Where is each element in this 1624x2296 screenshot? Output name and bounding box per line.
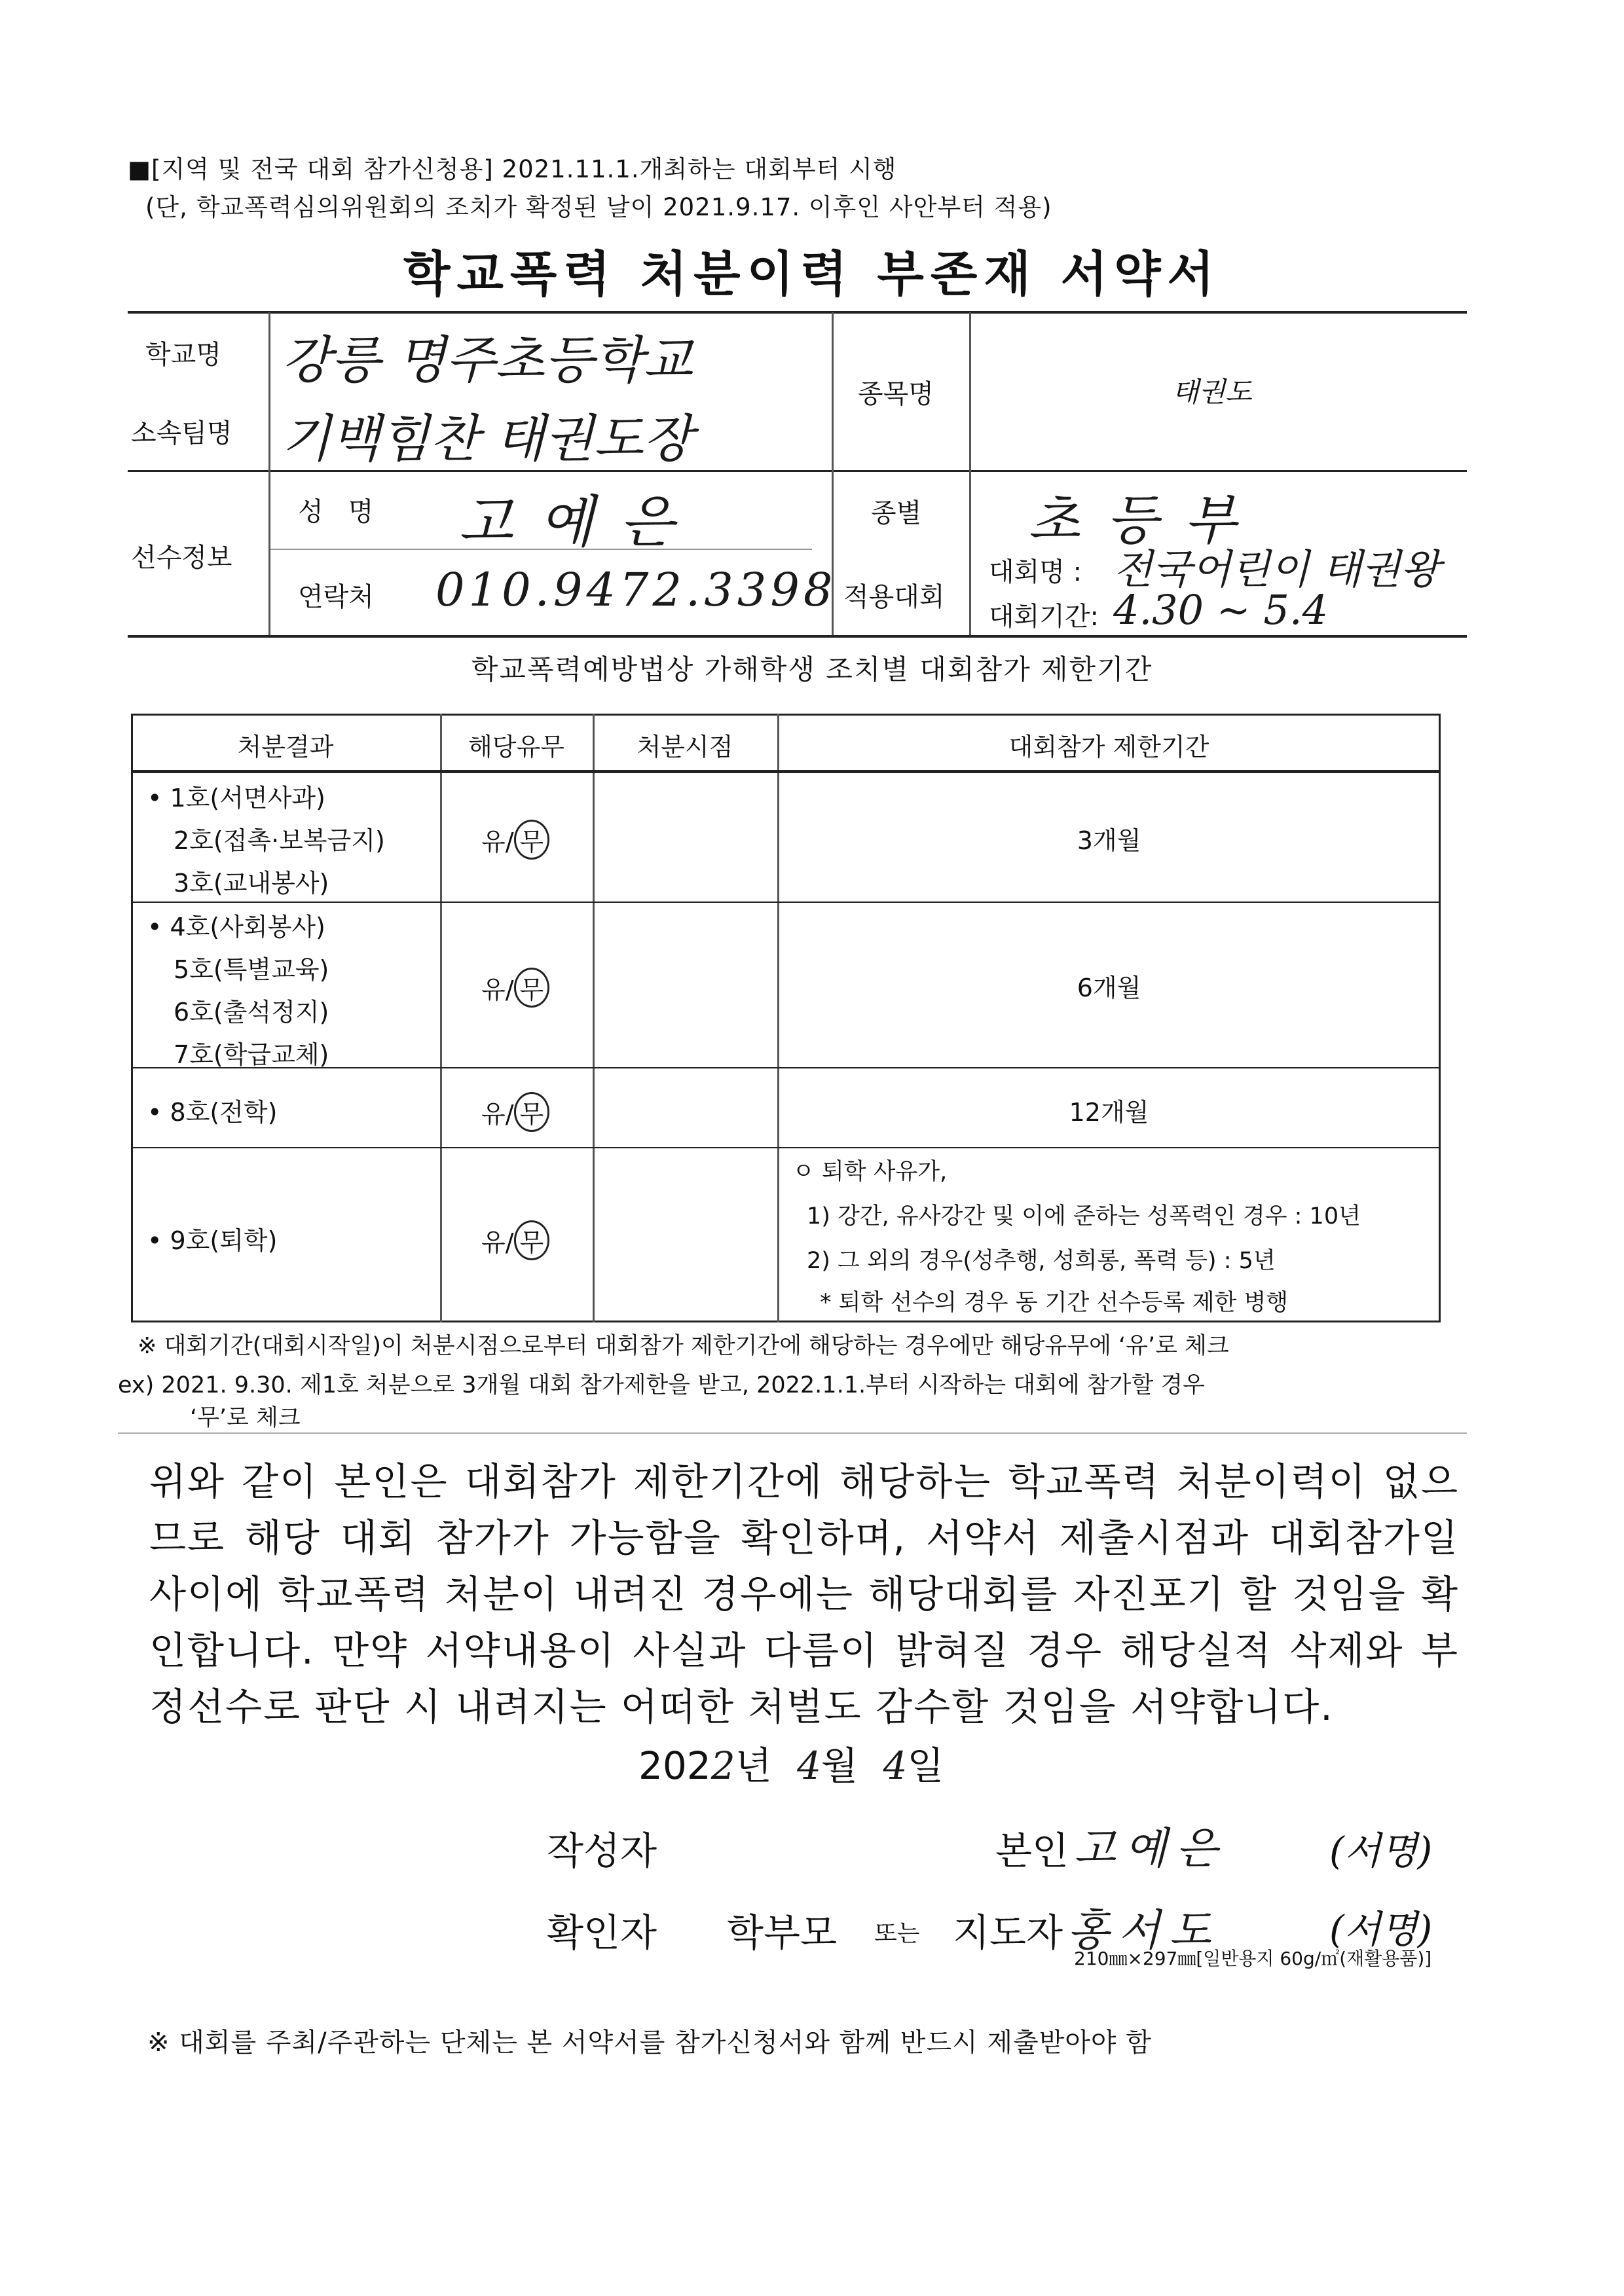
header-applicable: 해당유무 <box>468 733 564 761</box>
info-bottom-line <box>128 635 1467 638</box>
date-day: 4 <box>883 1743 908 1788</box>
row1-period: 3개월 <box>1077 826 1141 855</box>
row3-check <box>481 1092 549 1132</box>
team-value: 기백힘찬 태권도장 <box>282 410 693 469</box>
sport-label: 종목명 <box>858 379 934 409</box>
info-vline-3 <box>969 312 971 635</box>
date-month: 4 <box>797 1743 821 1788</box>
no-option-circled: 무 <box>514 1092 550 1132</box>
pledge-text: 위와 같이 본인은 대회참가 제한기간에 해당하는 학교폭력 처분이력이 없으므로 해당 대회 참가가 가능함을 확인하며, 서약서 제출시점과 대회참가일 사이에 학교폭력 처분이 내려진 경우에는 해당대회를 자진포기 할 것임을 확인합니다. 만약 서약내용이 사실과 다름이 밝혀질 경우 해당실적 삭제와 부정선수로 판단 시 내려지는 어떠한 처벌도 감수할 것임을 서약합니다. <box>149 1459 1459 1729</box>
row4-period-line-3: 2) 그 외의 경우(성추행, 성희롱, 폭력 등) : 5년 <box>807 1248 1276 1274</box>
self-label: 본인 <box>995 1829 1069 1873</box>
footer-note: ※ 대회를 주최/주관하는 단체는 본 서약서를 참가신청서와 함께 반드시 제출받아야 함 <box>147 2028 1152 2058</box>
row2-item-1: • 4호(사회봉사) <box>147 913 325 941</box>
table-col-line-3 <box>777 714 779 1322</box>
no-option-circled: 무 <box>514 820 550 860</box>
note-3: ‘무’로 체크 <box>190 1405 301 1431</box>
header-line-2: (단, 학교폭력심의위원회의 조치가 확정된 날이 2021.9.17. 이후인 사안부터 적용) <box>145 193 1052 221</box>
writer-label: 작성자 <box>547 1829 657 1873</box>
date-day-suffix: 일 <box>907 1743 944 1788</box>
info-vline-1 <box>268 312 270 635</box>
table-caption: 학교폭력예방법상 가해학생 조치별 대회참가 제한기간 <box>471 653 1153 685</box>
yes-option: 유/ <box>481 828 514 856</box>
header-period: 대회참가 제한기간 <box>1008 733 1209 761</box>
note-1: ※ 대회기간(대회시작일)이 처분시점으로부터 대회참가 제한기간에 해당하는 경우에만 해당유무에 ‘유’로 체크 <box>138 1333 1229 1359</box>
header-timing: 처분시점 <box>637 733 733 761</box>
row4-period-line-4: * 퇴학 선수의 경우 동 기간 선수등록 제한 병행 <box>820 1290 1289 1316</box>
parent-label: 학부모 <box>727 1910 838 1955</box>
row4-period-line-1: ㅇ 퇴학 사유가, <box>792 1159 948 1185</box>
or-label: 또는 <box>874 1920 920 1947</box>
event-name-value: 전국어린이 태권왕 <box>1113 545 1440 593</box>
row1-item-2: 2호(접촉·보복금지) <box>174 826 385 855</box>
table-row-line-1 <box>131 902 1441 903</box>
player-info-label: 선수정보 <box>131 543 232 573</box>
sport-value: 태권도 <box>1172 376 1252 408</box>
yes-option: 유/ <box>481 1100 514 1129</box>
self-signature: (서명) <box>1329 1829 1433 1873</box>
row2-item-4: 7호(학급교체) <box>174 1040 329 1069</box>
info-top-line <box>128 311 1467 314</box>
contact-value: 010.9472.3398 <box>435 563 837 617</box>
header-line-1: ■[지역 및 전국 대회 참가신청용] 2021.11.1.개최하는 대회부터 시행 <box>128 155 897 183</box>
note-2: ex) 2021. 9.30. 제1호 처분으로 3개월 대회 참가제한을 받고, 2022.1.1.부터 시작하는 대회에 참가할 경우 <box>118 1372 1205 1398</box>
notes-divider <box>118 1432 1467 1434</box>
yes-option: 유/ <box>481 975 514 1004</box>
table-col-line-1 <box>440 714 442 1322</box>
table-header-line <box>131 770 1441 773</box>
event-name-label: 대회명 : <box>989 557 1082 587</box>
row2-item-2: 5호(특별교육) <box>174 955 329 984</box>
date-year-prefix: 202 <box>638 1743 711 1788</box>
pledge-date <box>638 1735 944 1790</box>
team-label: 소속팀명 <box>131 418 232 448</box>
name-label: 성 명 <box>298 497 374 527</box>
self-name: 고예은 <box>1074 1823 1227 1874</box>
row1-item-3: 3호(교내봉사) <box>174 869 329 898</box>
row3-period: 12개월 <box>1069 1098 1149 1127</box>
event-label: 적용대회 <box>843 582 945 612</box>
division-label: 종별 <box>871 498 922 528</box>
row1-item-1: • 1호(서면사과) <box>147 784 325 812</box>
no-option-circled: 무 <box>514 1220 550 1260</box>
date-year-suffix: 년 <box>735 1743 772 1788</box>
row4-period-line-2: 1) 강간, 유사강간 및 이에 준하는 성폭력인 경우 : 10년 <box>807 1203 1361 1230</box>
table-row-line-3 <box>131 1147 1441 1148</box>
no-option-circled: 무 <box>514 968 550 1008</box>
contact-label: 연락처 <box>298 582 374 612</box>
yes-option: 유/ <box>481 1228 514 1257</box>
school-label: 학교명 <box>145 340 221 370</box>
coach-name: 홍서도 <box>1067 1905 1221 1956</box>
row4-item-1: • 9호(퇴학) <box>147 1226 278 1255</box>
document-title: 학교폭력 처분이력 부존재 서약서 <box>403 246 1221 302</box>
table-col-line-2 <box>593 714 595 1322</box>
row1-check <box>481 820 549 860</box>
event-period-label: 대회기간: <box>989 602 1099 632</box>
row4-check <box>481 1220 549 1260</box>
name-value: 고예은 <box>458 490 701 555</box>
school-value: 강릉 명주초등학교 <box>282 331 693 390</box>
event-period-value: 4.30 ~ 5.4 <box>1113 586 1329 634</box>
date-year-hand: 2 <box>710 1743 735 1788</box>
row2-period: 6개월 <box>1077 974 1141 1002</box>
header-result: 처분결과 <box>237 733 334 761</box>
paper-spec: 210㎜×297㎜[일반용지 60g/㎡(재활용품)] <box>1074 1948 1432 1969</box>
division-value: 초등부 <box>1028 490 1263 552</box>
coach-signature: (서명) <box>1329 1907 1433 1952</box>
row2-item-3: 6호(출석정지) <box>174 998 329 1027</box>
row2-check <box>481 968 549 1008</box>
row3-item-1: • 8호(전학) <box>147 1098 278 1127</box>
coach-label: 지도자 <box>953 1910 1063 1955</box>
checker-label: 확인자 <box>547 1910 657 1955</box>
date-month-suffix: 월 <box>821 1743 858 1788</box>
